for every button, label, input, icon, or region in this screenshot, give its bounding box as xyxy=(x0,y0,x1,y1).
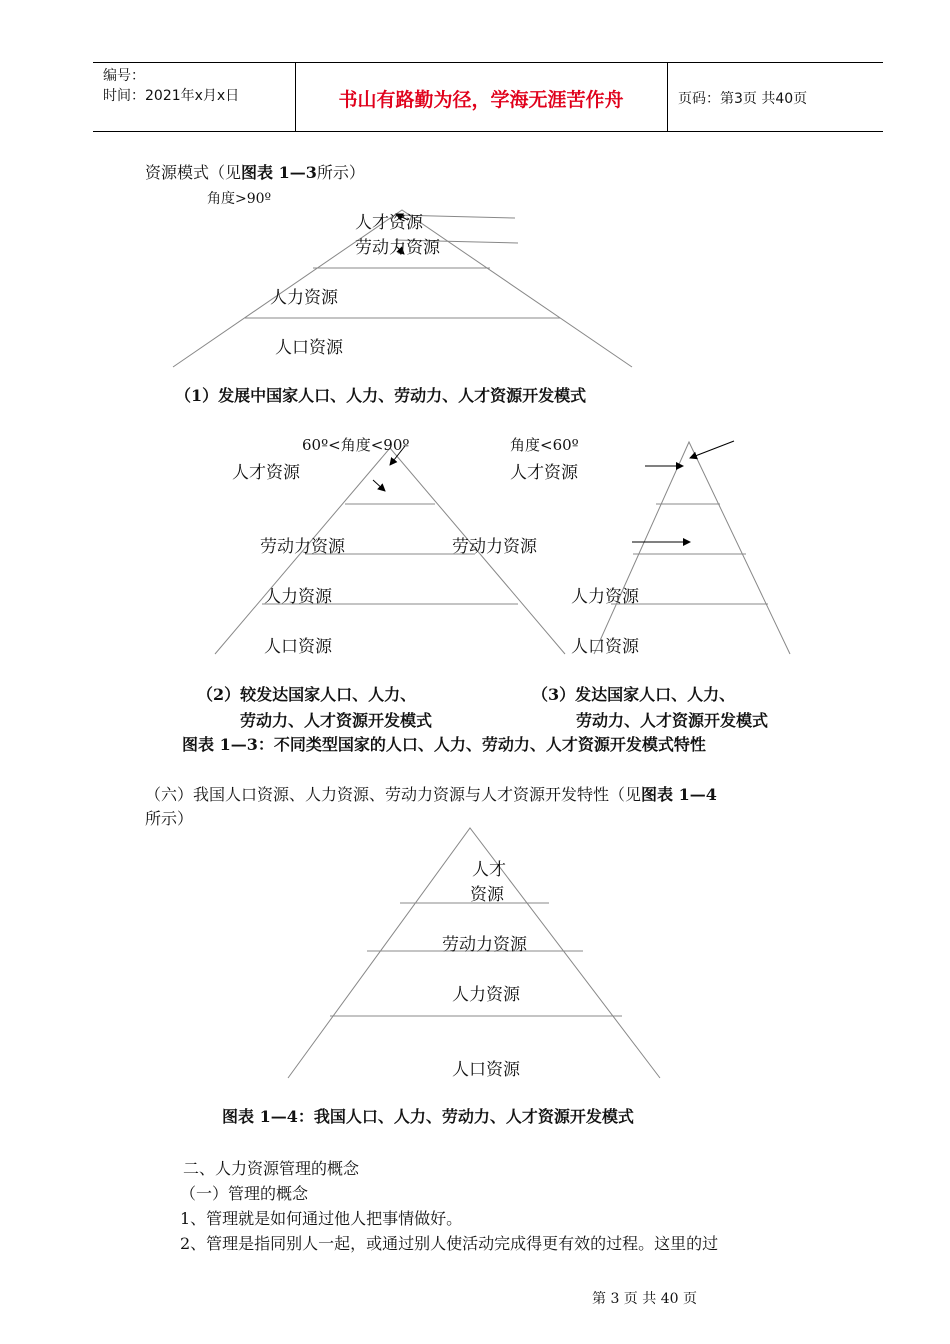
header-motto: 书山有路勤为径，学海无涯苦作舟 xyxy=(338,89,624,111)
page-footer: 第 3 页 共 40 页 xyxy=(592,1291,697,1307)
pyramid-3-outline xyxy=(594,442,790,654)
header-page-info: 页码：第3页 共40页 xyxy=(678,91,808,107)
intro-ref: 图表 1—3 xyxy=(241,163,317,182)
pyramid-3-arrow xyxy=(690,441,734,458)
figure-3-layer-labor: 劳动力资源 xyxy=(452,537,537,557)
paragraph-1: 1、管理就是如何通过他人把事情做好。 xyxy=(180,1209,463,1228)
figure-2-layer-population: 人口资源 xyxy=(264,637,332,657)
figure-3-layer-population: 人口资源 xyxy=(571,637,639,657)
intro-suffix: 所示） xyxy=(316,163,365,182)
figure-1-angle-note: 角度>90º xyxy=(207,191,272,207)
figure-2-caption-line1: （2）较发达国家人口、人力、 xyxy=(197,685,417,704)
figure-2-layer-talent: 人才资源 xyxy=(232,463,300,483)
figure-1-layer-talent: 人才资源 xyxy=(355,213,423,233)
figure-4-top-line1: 人才 xyxy=(472,860,506,880)
figure-2-layer-human: 人力资源 xyxy=(264,587,332,607)
figure-3-angle-note: 角度<60º xyxy=(510,436,579,454)
section-six-line1 xyxy=(145,782,717,805)
figure-1-layer-labor: 劳动力资源 xyxy=(355,238,440,258)
figure-4-top-line2: 资源 xyxy=(470,885,504,905)
figure-4-layer-human: 人力资源 xyxy=(452,985,520,1005)
paragraph-2: 2、管理是指同别人一起，或通过别人使活动完成得更有效的过程。这里的过 xyxy=(180,1234,719,1253)
figure-3-layer-talent: 人才资源 xyxy=(510,463,578,483)
figure-3-caption-line2: 劳动力、人才资源开发模式 xyxy=(576,711,769,730)
figure-4-layer-labor: 劳动力资源 xyxy=(442,935,527,955)
figure-2-angle-note: 60º<角度<90º xyxy=(302,436,410,454)
figure-4-caption: 图表 1—4：我国人口、人力、劳动力、人才资源开发模式 xyxy=(222,1107,634,1126)
pyramid-2-arrow xyxy=(373,480,385,491)
figure-2-layer-labor: 劳动力资源 xyxy=(260,537,345,557)
header-time: 时间：2021年x月x日 xyxy=(103,88,240,104)
section-six-prefix: （六）我国人口资源、人力资源、劳动力资源与人才资源开发特性（见 xyxy=(145,785,642,804)
figure-2-caption-line2: 劳动力、人才资源开发模式 xyxy=(240,711,433,730)
subheading-management: （一）管理的概念 xyxy=(180,1184,309,1203)
intro-prefix: 资源模式（见 xyxy=(145,163,242,182)
figure-group-caption: 图表 1—3：不同类型国家的人口、人力、劳动力、人才资源开发模式特性 xyxy=(182,735,706,754)
section-six-line2: 所示） xyxy=(145,809,194,828)
figure-1-layer-population: 人口资源 xyxy=(275,338,343,358)
figure-1-layer-human: 人力资源 xyxy=(270,288,338,308)
figure-1-caption: （1）发展中国家人口、人力、劳动力、人才资源开发模式 xyxy=(175,386,587,405)
heading-management-concept: 二、人力资源管理的概念 xyxy=(183,1159,360,1178)
section-six-ref: 图表 1—4 xyxy=(641,785,717,804)
figure-3-layer-human: 人力资源 xyxy=(571,587,639,607)
figure-4-layer-population: 人口资源 xyxy=(452,1060,520,1080)
figure-3-caption-line1: （3）发达国家人口、人力、 xyxy=(532,685,736,704)
header-number: 编号： xyxy=(103,68,145,84)
